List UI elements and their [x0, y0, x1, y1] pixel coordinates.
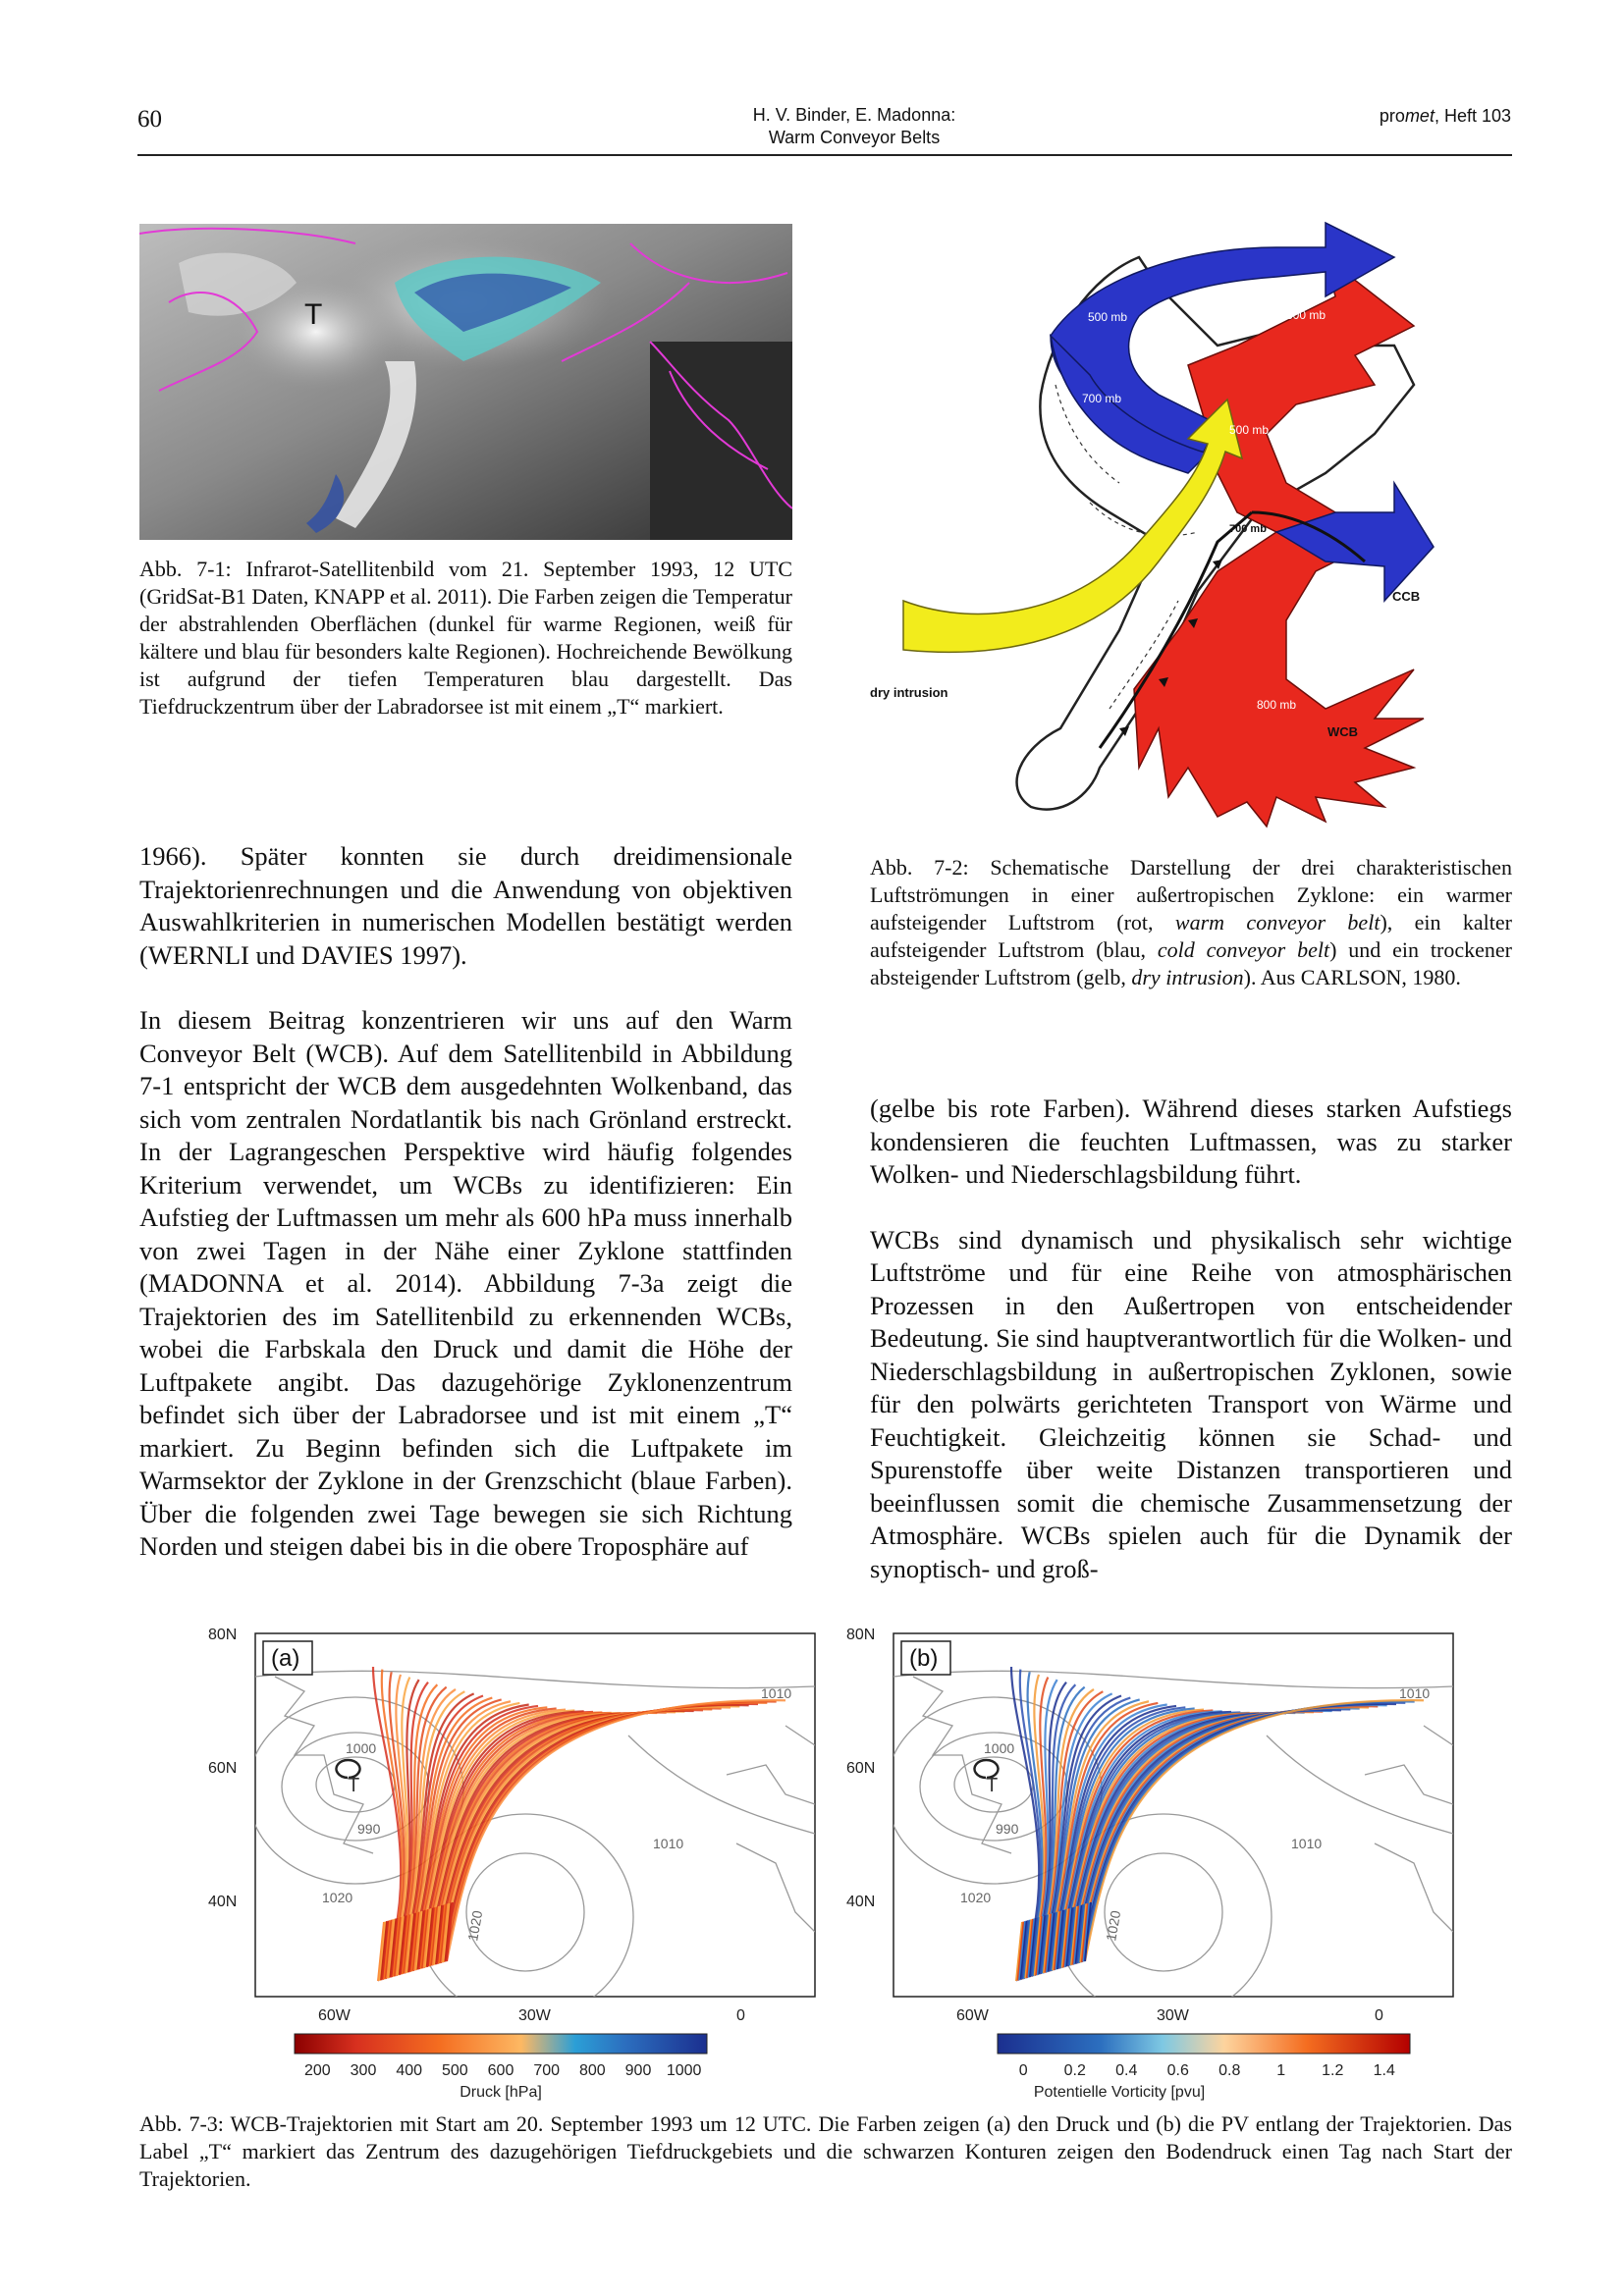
- label-700mb-b: 700 mb: [1229, 523, 1267, 535]
- header-title: Warm Conveyor Belts: [768, 128, 941, 147]
- colorbar-pv: [998, 2034, 1410, 2054]
- contour-label: 1020: [960, 1890, 992, 1905]
- lon-label: 30W: [518, 2007, 551, 2024]
- panel-label: (b): [909, 1645, 939, 1672]
- low-center-label: T: [348, 1775, 360, 1796]
- caption-italic-1: warm conveyor belt: [1174, 910, 1380, 934]
- colorbar-tick-label: 1: [1276, 2062, 1286, 2079]
- journal-prefix: pro: [1379, 106, 1405, 126]
- paragraph: (gelbe bis rote Farben). Während dieses starken Aufstiegs kondensieren die feuchten Luftmassen, was zu starker Wolken- und Niederschlagsbildung führt.: [870, 1094, 1512, 1189]
- lat-label: 80N: [208, 1627, 238, 1643]
- label-700mb: 700 mb: [1082, 392, 1122, 405]
- label-500mb: 500 mb: [1088, 310, 1128, 324]
- colorbar-tick-label: 1.2: [1322, 2062, 1344, 2079]
- label-500mb-b: 500 mb: [1229, 423, 1270, 437]
- colorbar-tick-label: 1000: [666, 2062, 702, 2079]
- header-authors: H. V. Binder, E. Madonna:: [752, 105, 956, 125]
- colorbar-tick-label: 900: [624, 2062, 652, 2079]
- label-ccb: CCB: [1392, 589, 1421, 604]
- low-center-label: T: [986, 1775, 999, 1796]
- lat-label: 60N: [846, 1760, 876, 1777]
- figure-7-1: [139, 224, 792, 540]
- colorbar-tick-label: 300: [350, 2062, 377, 2079]
- colorbar-tick-label: 500: [441, 2062, 468, 2079]
- lon-label: 0: [1375, 2007, 1383, 2024]
- journal-suffix: , Heft 103: [1434, 106, 1511, 126]
- figure-7-1-caption: Abb. 7-1: Infrarot-Satellitenbild vom 21. September 1993, 12 UTC (GridSat-B1 Daten, KNAPP et al. 2011). Die Farben zeigen die Temperatur der abstrahlenden Oberflächen (dunkel für warme Regionen, weiß für kältere und blau für besonders kalte Regionen). Hochreichende Bewölkung ist aufgrund der tiefen Temperaturen blau dargestellt. Das Tiefdruckzentrum über der Labradorsee ist mit einem „T“ markiert.: [139, 557, 792, 719]
- caption-part-1: Abb. 7-2: Schematische Darstellung der drei charakteristischen Luftströmungen in einer außertropischen Zyklone: ein warmer aufsteigender Luftstrom (rot,: [870, 855, 1512, 934]
- page-number: 60: [137, 106, 162, 133]
- lat-label: 40N: [846, 1894, 876, 1910]
- left-column: [139, 840, 792, 1596]
- colorbar-tick-label: 800: [578, 2062, 606, 2079]
- lon-label: 30W: [1157, 2007, 1189, 2024]
- colorbar-title: Druck [hPa]: [460, 2084, 542, 2101]
- trajectory-maps: [137, 1618, 1532, 2109]
- figure-7-2: [864, 218, 1512, 831]
- lat-label: 80N: [846, 1627, 876, 1643]
- caption-part-2: ), ein kalter aufsteigender Luftstrom (blau,: [870, 910, 1512, 962]
- contour-label: 1010: [653, 1836, 684, 1851]
- contour-label: 1020: [322, 1890, 353, 1905]
- paragraph: 1966). Später konnten sie durch dreidimensionale Trajektorienrechnungen und die Anwendung von objektiven Auswahlkriterien in numerischen Modellen bestätigt werden (WERNLI und DAVIES 1997).: [139, 841, 792, 970]
- caption-part-4: ). Aus CARLSON, 1980.: [1243, 965, 1461, 989]
- figure-7-3: [137, 1618, 1532, 2109]
- colorbar-tick-label: 0.4: [1115, 2062, 1138, 2079]
- low-pressure-label: T: [304, 298, 323, 331]
- colorbar-tick-label: 1.4: [1373, 2062, 1395, 2079]
- paragraph: In diesem Beitrag konzentrieren wir uns auf den Warm Conveyor Belt (WCB). Auf dem Satellitenbild in Abbildung 7-1 entspricht der WCB dem ausgedehnten Wolkenband, das sich vom zentralen Nordatlantik bis nach Grönland erstreckt. In der Lagrangeschen Perspektive wird häufig folgendes Kriterium verwendet, um WCBs zu identifizieren: Ein Aufstieg der Luftmassen um mehr als 600 hPa muss innerhalb von zwei Tagen in der Nähe einer Zyklone stattfinden (MADONNA et al. 2014). Abbildung 7-3a zeigt die Trajektorien des im Satellitenbild zu erkennenden WCBs, wobei die Farbskala den Druck und damit die Höhe der Luftpakete angibt. Das dazugehörige Zyklonenzentrum befindet sich über der Labradorsee und ist mit einem „T“ markiert. Zu Beginn befinden sich die Luftpakete im Warmsektor der Zyklone in der Grenzschicht (blaue Farben). Über die folgenden zwei Tage bewegen sie sich Richtung Norden und steigen dabei bis in die obere Troposphäre auf: [139, 1005, 792, 1561]
- lon-label: 0: [736, 2007, 745, 2024]
- panel-a: [208, 1627, 815, 2101]
- contour-label: 1000: [346, 1740, 377, 1756]
- contour-label: 1010: [761, 1685, 792, 1701]
- lon-label: 60W: [956, 2007, 989, 2024]
- paragraph: WCBs sind dynamisch und physikalisch sehr wichtige Luftströme und für eine Reihe von atmosphärischen Prozessen in den Außertropen von entscheidender Bedeutung. Sie sind hauptverantwortlich für die Wolken- und Niederschlagsbildung in außertropischen Zyklonen, sowie für den polwärts gerichteten Transport von Wärme und Feuchtigkeit. Gleichzeitig können sie Schad- und Spurenstoffe über weite Distanzen transportieren und beeinflussen somit die chemische Zusammensetzung der Atmosphäre. WCBs spielen auch für die Dynamik der synoptisch- und groß-: [870, 1224, 1512, 1583]
- satellite-image: [139, 224, 792, 540]
- lat-label: 40N: [208, 1894, 238, 1910]
- colorbar-tick-label: 700: [533, 2062, 561, 2079]
- colorbar-tick-label: 0: [1018, 2062, 1028, 2079]
- colorbar-pressure: [295, 2034, 707, 2054]
- colorbar-tick-label: 200: [303, 2062, 331, 2079]
- figure-7-3-caption: Abb. 7-3: WCB-Trajektorien mit Start am 20. September 1993 um 12 UTC. Die Farben zeigen (a) den Druck und (b) die PV entlang der Trajektorien. Das Label „T“ markiert das Zentrum des dazugehörigen Tiefdruckgebiets und die schwarzen Konturen zeigen den Bodendruck einen Tag nach Start der Trajektorien.: [139, 2111, 1512, 2191]
- caption-italic-2: cold conveyor belt: [1157, 937, 1330, 962]
- caption-part-3: ) und ein trockener absteigender Luftstrom (gelb,: [870, 937, 1512, 989]
- colorbar-tick-label: 400: [396, 2062, 423, 2079]
- label-wcb: WCB: [1327, 724, 1359, 739]
- contour-label: 1010: [1291, 1836, 1323, 1851]
- colorbar-tick-label: 600: [487, 2062, 514, 2079]
- caption-italic-3: dry intrusion: [1131, 965, 1244, 989]
- colorbar-tick-label: 0.6: [1166, 2062, 1189, 2079]
- figure-7-2-caption: [870, 854, 1512, 991]
- label-dry-intrusion: dry intrusion: [870, 685, 948, 700]
- journal-name: [1380, 106, 1511, 127]
- contour-label: 1020: [464, 1909, 486, 1943]
- contour-label: 1010: [1399, 1685, 1431, 1701]
- conveyor-belt-schematic: [864, 218, 1512, 831]
- contour-label: 990: [357, 1821, 381, 1837]
- colorbar-tick-label: 0.8: [1218, 2062, 1241, 2079]
- colorbar-title: Potentielle Vorticity [pvu]: [1033, 2084, 1206, 2101]
- journal-italic: met: [1404, 106, 1435, 126]
- header-rule: [137, 154, 1512, 156]
- lon-label: 60W: [318, 2007, 351, 2024]
- panel-b: [846, 1627, 1453, 2101]
- lat-label: 60N: [208, 1760, 238, 1777]
- label-800mb: 800 mb: [1257, 698, 1297, 712]
- running-header: [687, 104, 1021, 149]
- panel-label: (a): [271, 1645, 300, 1672]
- label-300mb: 300 mb: [1286, 308, 1326, 322]
- contour-label: 1020: [1103, 1909, 1124, 1943]
- contour-label: 990: [996, 1821, 1019, 1837]
- contour-label: 1000: [984, 1740, 1015, 1756]
- right-column: [870, 1093, 1512, 1618]
- colorbar-tick-label: 0.2: [1063, 2062, 1086, 2079]
